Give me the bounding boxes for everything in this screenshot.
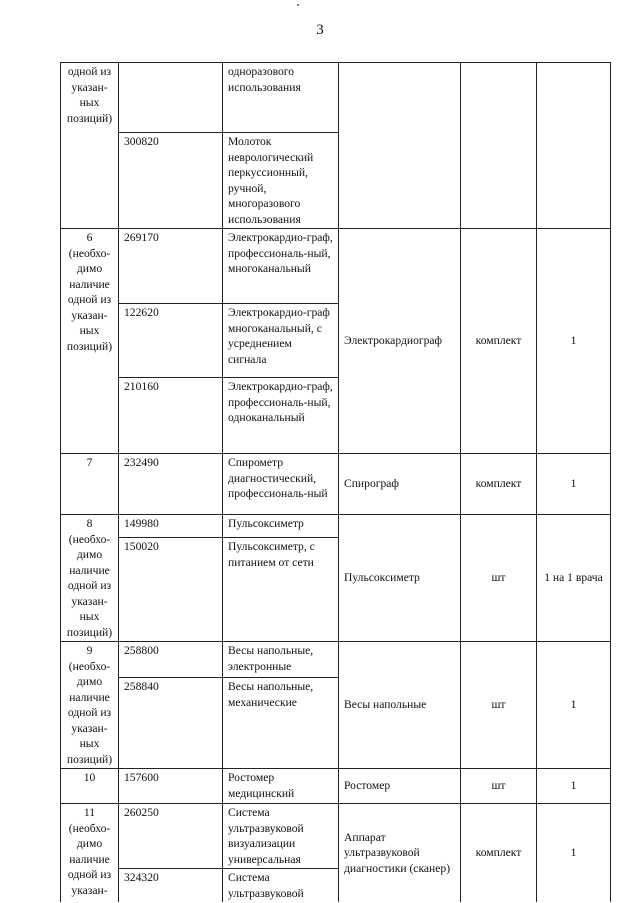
quantity-cell: 1 — [537, 229, 611, 454]
quantity-cell: 1 — [537, 804, 611, 903]
code-cell: 269170 — [119, 229, 223, 304]
name-cell: Система ультразвуковой — [223, 869, 339, 903]
code-cell: 150020 — [119, 538, 223, 642]
name-cell: Весы напольные, механические — [223, 678, 339, 769]
table-row — [61, 63, 611, 133]
quantity-cell: 1 — [537, 642, 611, 769]
table-row — [61, 515, 611, 538]
name-cell: Электрокардио-граф, профессиональ-ный, одноканальный — [223, 378, 339, 454]
unit-cell: шт — [461, 769, 537, 804]
unit-cell: комплект — [461, 454, 537, 515]
name-cell: Молоток неврологический перкуссионный, ручной, многоразового использования — [223, 133, 339, 229]
name-cell: Электрокардио-граф, профессиональ-ный, многоканальный — [223, 229, 339, 304]
name-cell: Спирометр диагностический, профессиональ-ный — [223, 454, 339, 515]
quantity-cell: 1 — [537, 769, 611, 804]
page-number: 3 — [316, 22, 324, 38]
table-row — [61, 229, 611, 304]
device-cell — [339, 63, 461, 229]
name-cell: одноразового использования — [223, 63, 339, 133]
code-cell: 324320 — [119, 869, 223, 903]
item-number-cell: 6 (необхо-димо наличие одной из указан-ных позиций) — [61, 229, 119, 454]
table-row — [61, 769, 611, 804]
item-number-cell: 11 (необхо-димо наличие одной из указан- — [61, 804, 119, 903]
name-cell: Система ультразвуковой визуализации универсальная — [223, 804, 339, 869]
code-cell: 210160 — [119, 378, 223, 454]
code-cell: 258800 — [119, 642, 223, 678]
code-cell: 122620 — [119, 304, 223, 378]
scan-speck — [297, 4, 299, 6]
device-cell: Спирограф — [339, 454, 461, 515]
equipment-table — [60, 62, 611, 902]
unit-cell: комплект — [461, 804, 537, 903]
item-number-cell: одной из указан-ных позиций) — [61, 63, 119, 229]
name-cell: Пульсоксиметр — [223, 515, 339, 538]
unit-cell — [461, 63, 537, 229]
code-cell: 258840 — [119, 678, 223, 769]
code-cell: 157600 — [119, 769, 223, 804]
item-number-cell: 8 (необхо-димо наличие одной из указан-ных позиций) — [61, 515, 119, 642]
device-cell: Пульсоксиметр — [339, 515, 461, 642]
item-number-cell: 9 (необхо-димо наличие одной из указан-ных позиций) — [61, 642, 119, 769]
item-number-cell: 7 — [61, 454, 119, 515]
name-cell: Электрокардио-граф многоканальный, с усреднением сигнала — [223, 304, 339, 378]
unit-cell: шт — [461, 642, 537, 769]
table-row — [61, 642, 611, 678]
unit-cell: комплект — [461, 229, 537, 454]
quantity-cell: 1 на 1 врача — [537, 515, 611, 642]
code-cell: 232490 — [119, 454, 223, 515]
device-cell: Весы напольные — [339, 642, 461, 769]
item-number-cell: 10 — [61, 769, 119, 804]
table-row — [61, 804, 611, 869]
quantity-cell: 1 — [537, 454, 611, 515]
unit-cell: шт — [461, 515, 537, 642]
table-row — [61, 454, 611, 515]
code-cell — [119, 63, 223, 133]
quantity-cell — [537, 63, 611, 229]
name-cell: Ростомер медицинский — [223, 769, 339, 804]
device-cell: Аппарат ультразвуковой диагностики (сканер) — [339, 804, 461, 903]
code-cell: 300820 — [119, 133, 223, 229]
device-cell: Электрокардиограф — [339, 229, 461, 454]
device-cell: Ростомер — [339, 769, 461, 804]
code-cell: 149980 — [119, 515, 223, 538]
name-cell: Весы напольные, электронные — [223, 642, 339, 678]
code-cell: 260250 — [119, 804, 223, 869]
name-cell: Пульсоксиметр, с питанием от сети — [223, 538, 339, 642]
